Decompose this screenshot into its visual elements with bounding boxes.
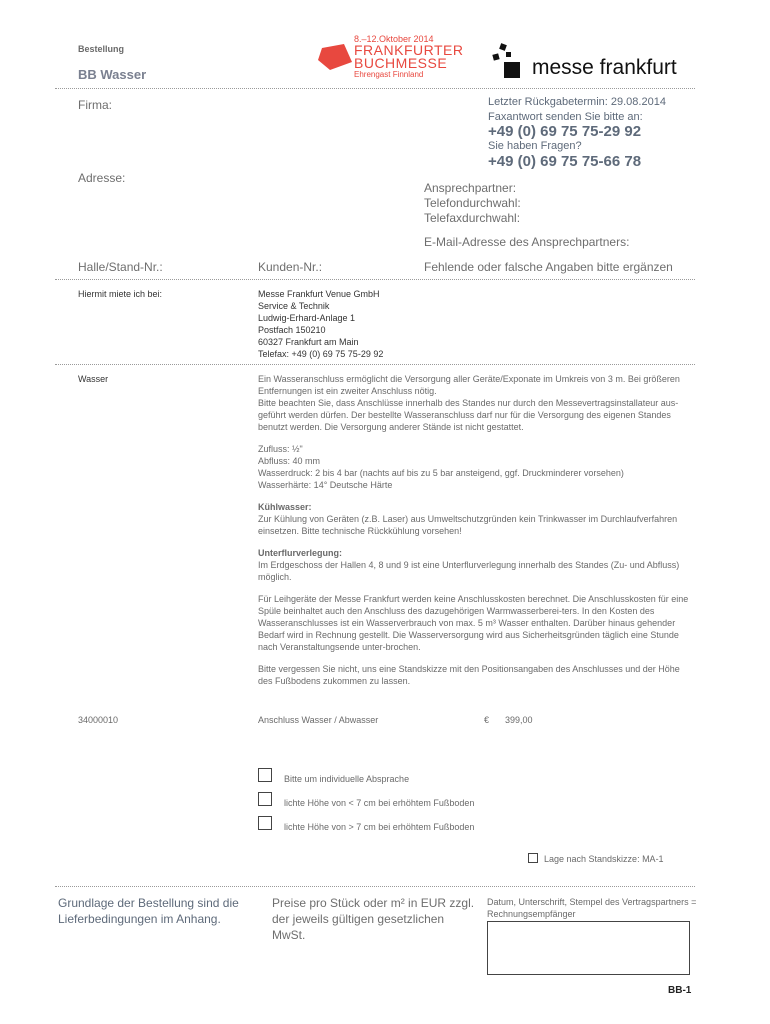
spec-line: Wasserhärte: 14° Deutsche Härte — [258, 480, 393, 490]
signature-label: Datum, Unterschrift, Stempel des Vertragspartners = Rechnungsempfänger — [487, 897, 697, 919]
firma-label: Firma: — [78, 98, 112, 112]
option-checkbox-height-below-7cm[interactable] — [258, 792, 272, 806]
adresse-label: Adresse: — [78, 171, 126, 185]
wasser-paragraph: Bitte beachten Sie, dass Anschlüsse innerhalb des Standes nur durch den Messevertragsinstallateur aus-geführt werden dürfen. Der bestellte Wasseranschluss darf nur für die Versorgung des eigenen Standes benutzt werden. Die Versorgung anderer Stände ist nicht gestattet. — [258, 398, 679, 432]
cost-text: Für Leihgeräte der Messe Frankfurt werden keine Anschlusskosten berechnet. Die Anschlusskosten für eine Spüle beinhaltet auch den Anschluss des dazugehörigen Warmwasserberei-ters. In den Kosten des Wasseranschlusses ist ein Wasserverbrauch von max. 5 m³ Wasser enthalten. Darüber hinaus gehender Bedarf wird in Rechnung gestellt. Die Wasserversorgung wird aus Sicherheitsgründen täglich eine Stunde nach Veranstaltungsende unter-brochen. — [258, 594, 689, 652]
sketch-text: Bitte vergessen Sie nicht, uns eine Standskizze mit den Positionsangaben des Anschlusses und der Höhe des Fußbodens zukommen zu lassen. — [258, 664, 680, 686]
lessor-label: Hiermit miete ich bei: — [78, 289, 163, 299]
option-checkbox-individual[interactable] — [258, 768, 272, 782]
option-label: lichte Höhe von > 7 cm bei erhöhtem Fußboden — [284, 822, 475, 832]
signature-box[interactable] — [487, 921, 690, 975]
page-code: BB-1 — [668, 985, 692, 996]
form-title: BB Wasser — [78, 67, 147, 82]
wasser-text — [258, 373, 690, 687]
unterflur-text: Im Erdgeschoss der Hallen 4, 8 und 9 ist eine Unterflurverlegung innerhalb des Standes (Zu- und Abfluss) möglich. — [258, 560, 680, 582]
lessor-line: 60327 Frankfurt am Main — [258, 337, 359, 347]
ansprechpartner-label: Ansprechpartner: — [424, 181, 517, 195]
article-price: 399,00 — [505, 715, 533, 725]
fax-number: +49 (0) 69 75 75-29 92 — [488, 123, 642, 140]
fair-name-line2: BUCHMESSE — [354, 55, 448, 71]
buchmesse-logo — [318, 30, 464, 80]
spec-line: Abfluss: 40 mm — [258, 456, 321, 466]
sketch-checkbox[interactable] — [528, 853, 538, 863]
fair-guest: Ehrengast Finnland — [354, 70, 424, 79]
option-checkbox-height-above-7cm[interactable] — [258, 816, 272, 830]
lessor-line: Messe Frankfurt Venue GmbH — [258, 289, 380, 299]
email-label: E-Mail-Adresse des Ansprechpartners: — [424, 235, 630, 249]
lessor-address — [258, 288, 383, 360]
unterflur-title: Unterflurverlegung: — [258, 548, 343, 558]
halle-stand-label: Halle/Stand-Nr.: — [78, 260, 163, 274]
missing-info-note: Fehlende oder falsche Angaben bitte ergänzen — [424, 260, 673, 274]
telefondurchwahl-label: Telefondurchwahl: — [424, 196, 521, 210]
spec-line: Zufluss: ½" — [258, 444, 303, 454]
order-basis-note: Grundlage der Bestellung sind die Lieferbedingungen im Anhang. — [58, 896, 239, 926]
option-label: lichte Höhe von < 7 cm bei erhöhtem Fußboden — [284, 798, 475, 808]
company-logo-text: messe frankfurt — [532, 56, 677, 79]
article-number: 34000010 — [78, 715, 119, 725]
return-deadline: Letzter Rückgabetermin: 29.08.2014 — [488, 96, 666, 108]
fax-instruction: Faxantwort senden Sie bitte an: — [488, 111, 643, 123]
sketch-option-label: Lage nach Standskizze: MA-1 — [544, 854, 664, 864]
kuehlwasser-title: Kühlwasser: — [258, 502, 312, 512]
currency-symbol: € — [484, 715, 490, 725]
lessor-line: Postfach 150210 — [258, 325, 326, 335]
wasser-label: Wasser — [78, 374, 109, 384]
kunden-nr-label: Kunden-Nr.: — [258, 260, 323, 274]
phone-number: +49 (0) 69 75 75-66 78 — [488, 153, 642, 170]
buchmesse-mark-icon — [318, 44, 354, 72]
article-description: Anschluss Wasser / Abwasser — [258, 715, 379, 725]
telefaxdurchwahl-label: Telefaxdurchwahl: — [424, 211, 521, 225]
lessor-line: Ludwig-Erhard-Anlage 1 — [258, 313, 356, 323]
messe-frankfurt-mark-icon — [490, 42, 524, 80]
bestellung-label: Bestellung — [78, 44, 125, 54]
wasser-paragraph: Ein Wasseranschluss ermöglicht die Versorgung aller Geräte/Exponate im Umkreis von 3 m. Bei größeren Entfernungen ist ein zweiter Anschluss nötig. — [258, 374, 680, 396]
option-label: Bitte um individuelle Absprache — [284, 774, 410, 784]
kuehlwasser-text: Zur Kühlung von Geräten (z.B. Laser) aus Umweltschutzgründen kein Trinkwasser im Durchlaufverfahren einsetzen. Bitte technische Rückkühlung vorsehen! — [258, 514, 678, 536]
messe-frankfurt-logo — [490, 42, 700, 82]
lessor-line: Service & Technik — [258, 301, 330, 311]
questions-label: Sie haben Fragen? — [488, 140, 582, 152]
fair-dates: 8.–12.Oktober 2014 — [354, 34, 434, 44]
prices-note: Preise pro Stück oder m² in EUR zzgl. der jeweils gültigen gesetzlichen MwSt. — [272, 896, 475, 942]
fair-name-line1: FRANKFURTER — [354, 42, 464, 58]
spec-line: Wasserdruck: 2 bis 4 bar (nachts auf bis zu 5 bar ansteigend, ggf. Druckminderer vorsehen) — [258, 468, 624, 478]
lessor-line: Telefax: +49 (0) 69 75 75-29 92 — [258, 349, 384, 359]
